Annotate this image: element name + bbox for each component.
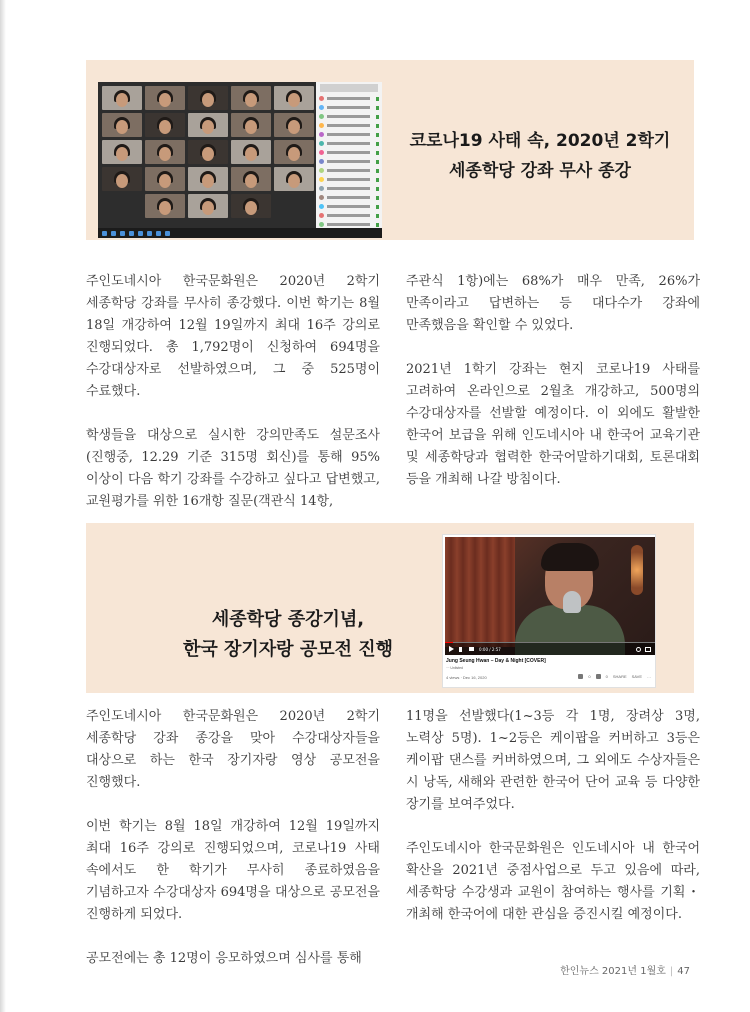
section1-banner — [86, 60, 694, 240]
participant-tile — [274, 167, 314, 191]
participant-tile — [231, 194, 271, 218]
play-icon — [449, 646, 454, 652]
headline-line-1: 코로나19 사태 속, 2020년 2학기 — [409, 131, 671, 151]
participant-tile — [231, 86, 271, 110]
participant-list-item — [319, 167, 379, 174]
next-icon — [459, 647, 464, 652]
participant-list-item — [319, 158, 379, 165]
participant-tile — [102, 113, 142, 137]
youtube-video-screenshot — [442, 534, 656, 688]
participant-tile — [145, 86, 185, 110]
section2-right-column — [406, 706, 700, 926]
fullscreen-icon — [645, 647, 651, 652]
participant-tile — [188, 167, 228, 191]
participant-tile — [145, 194, 185, 218]
thumbs-down-icon — [596, 674, 601, 679]
page-footer — [540, 962, 690, 977]
participant-list-item — [319, 131, 379, 138]
participant-tile — [188, 113, 228, 137]
participant-tile — [145, 113, 185, 137]
participant-tile — [274, 194, 314, 218]
participant-tile — [102, 140, 142, 164]
participant-list-item — [319, 221, 379, 228]
section2-banner — [86, 523, 694, 693]
thumbs-up-icon — [578, 674, 583, 679]
section1-left-column — [86, 271, 380, 513]
participant-list-item — [319, 176, 379, 183]
paragraph: 주관식 1항)에는 68%가 매우 만족, 26%가 만족이라고 답변하는 등 대다수가 강좌에 만족했음을 확인할 수 있었다. — [406, 274, 700, 333]
headline-line-1: 세종학당 종강기념, — [211, 609, 365, 630]
participant-tile — [231, 167, 271, 191]
participant-tile — [274, 86, 314, 110]
headline-line-2: 세종학당 강좌 무사 종강 — [449, 161, 631, 181]
paragraph: 공모전에는 총 12명이 응모하였으며 심사를 통해 — [86, 951, 362, 966]
video-frame — [445, 537, 655, 655]
paragraph: 학생들을 대상으로 실시한 강의만족도 설문조사(진행중, 12.29 기준 315명 회신)를 통해 95% 이상이 다음 학기 강좌를 수강하고 싶다고 답변했고, 교원평가를 위한 16개항 질문(객관식 14항, — [86, 428, 380, 509]
participant-tile — [188, 140, 228, 164]
page-number: 47 — [677, 966, 690, 977]
participant-list-item — [319, 149, 379, 156]
paragraph: 주인도네시아 한국문화원은 2020년 2학기 세종학당 강좌를 무사히 종강했다. 이번 학기는 8월 18일 개강하여 12월 19일까지 최대 16주 강의로 진행되었다. 총 1,792명이 신청하여 694명을 수강대상자로 선발하였으며, 그 중 525명이 수료했다. — [86, 274, 380, 399]
video-participant-grid — [102, 86, 314, 218]
participant-list-item — [319, 185, 379, 192]
participant-list-item — [319, 212, 379, 219]
video-controls — [445, 643, 655, 655]
save-label: SAVE — [631, 674, 642, 679]
panel-header — [320, 84, 378, 92]
participant-tile — [231, 113, 271, 137]
participant-list-item — [319, 140, 379, 147]
lamp-light — [631, 545, 643, 595]
video-actions — [578, 674, 651, 679]
participant-tile — [145, 167, 185, 191]
participant-tile — [102, 167, 142, 191]
like-count: 0 — [588, 674, 591, 679]
gear-icon — [636, 647, 641, 652]
participant-tile — [188, 194, 228, 218]
participant-tile — [231, 140, 271, 164]
headline-line-2: 한국 장기자랑 공모전 진행 — [182, 639, 394, 660]
paragraph: 이번 학기는 8월 18일 개강하여 12월 19일까지 최대 16주 강의로 진행되었으며, 코로나19 사태 속에서도 한 학기가 무사히 종료하였음을 기념하고자 수강대상자 694명을 대상으로 공모전을 진행하게 되었다. — [86, 819, 380, 922]
participant-tile — [274, 113, 314, 137]
participant-tile — [145, 140, 185, 164]
participant-list-item — [319, 194, 379, 201]
participant-tile — [102, 86, 142, 110]
singer-hair — [541, 543, 599, 571]
video-channel: ㅡ Unlisted — [446, 666, 463, 670]
volume-icon — [469, 647, 474, 651]
microphone — [563, 591, 581, 613]
paragraph: 11명을 선발했다(1~3등 각 1명, 장려상 3명, 노력상 5명). 1~2등은 케이팝을 커버하고 3등은 케이팝 댄스를 커버하였으며, 그 외에도 수상자들은 시 낭독, 새해와 관련한 한국어 단어 교육 등 다양한 장기를 보여주었다. — [406, 709, 700, 812]
dislike-count: 0 — [605, 674, 608, 679]
participant-tile — [102, 194, 142, 218]
participant-list-item — [319, 95, 379, 102]
paragraph: 주인도네시아 한국문화원은 인도네시아 내 한국어 확산을 2021년 중점사업으로 두고 있음에 따라, 세종학당 수강생과 교원이 참여하는 행사를 기획・개최해 한국어에 대한 관심을 증진시킬 예정이다. — [406, 841, 700, 922]
participant-list-item — [319, 203, 379, 210]
more-icon: … — [647, 674, 651, 679]
video-time: 0:00 / 2:57 — [479, 646, 501, 652]
publication-name: 한인뉴스 2021년 1월호 — [560, 966, 666, 977]
participants-panel — [316, 82, 382, 228]
participant-tile — [188, 86, 228, 110]
share-label: SHARE — [612, 674, 627, 679]
section1-headline — [398, 126, 682, 186]
participant-list-item — [319, 122, 379, 129]
video-title: Jung Seung Hwan – Day & Night [COVER] — [446, 658, 546, 664]
page-edge-shadow — [0, 0, 6, 1012]
participant-list-item — [319, 104, 379, 111]
section1-right-column — [406, 271, 700, 491]
section2-left-column — [86, 706, 380, 970]
participant-list-item — [319, 113, 379, 120]
video-meta: 4 views · Dec 16, 2020 — [446, 675, 487, 680]
paragraph: 2021년 1학기 강좌는 현지 코로나19 사태를 고려하여 온라인으로 2월초 개강하고, 500명의 수강대상자를 선발할 예정이다. 이 외에도 활발한 한국어 보급을 위해 인도네시아 내 한국어 교육기관 및 세종학당과 협력한 한국어말하기대회, 토론대회 등을 개최해 나갈 방침이다. — [406, 362, 700, 487]
participant-tile — [274, 140, 314, 164]
zoom-meeting-photo — [98, 82, 382, 238]
windows-taskbar — [98, 228, 382, 238]
curtain-background — [445, 537, 515, 647]
footer-separator: | — [669, 966, 674, 977]
paragraph: 주인도네시아 한국문화원은 2020년 2학기 세종학당 강좌 종강을 맞아 수강대상자들을 대상으로 하는 한국 장기자랑 영상 공모전을 진행했다. — [86, 709, 380, 790]
section2-headline — [138, 605, 438, 665]
